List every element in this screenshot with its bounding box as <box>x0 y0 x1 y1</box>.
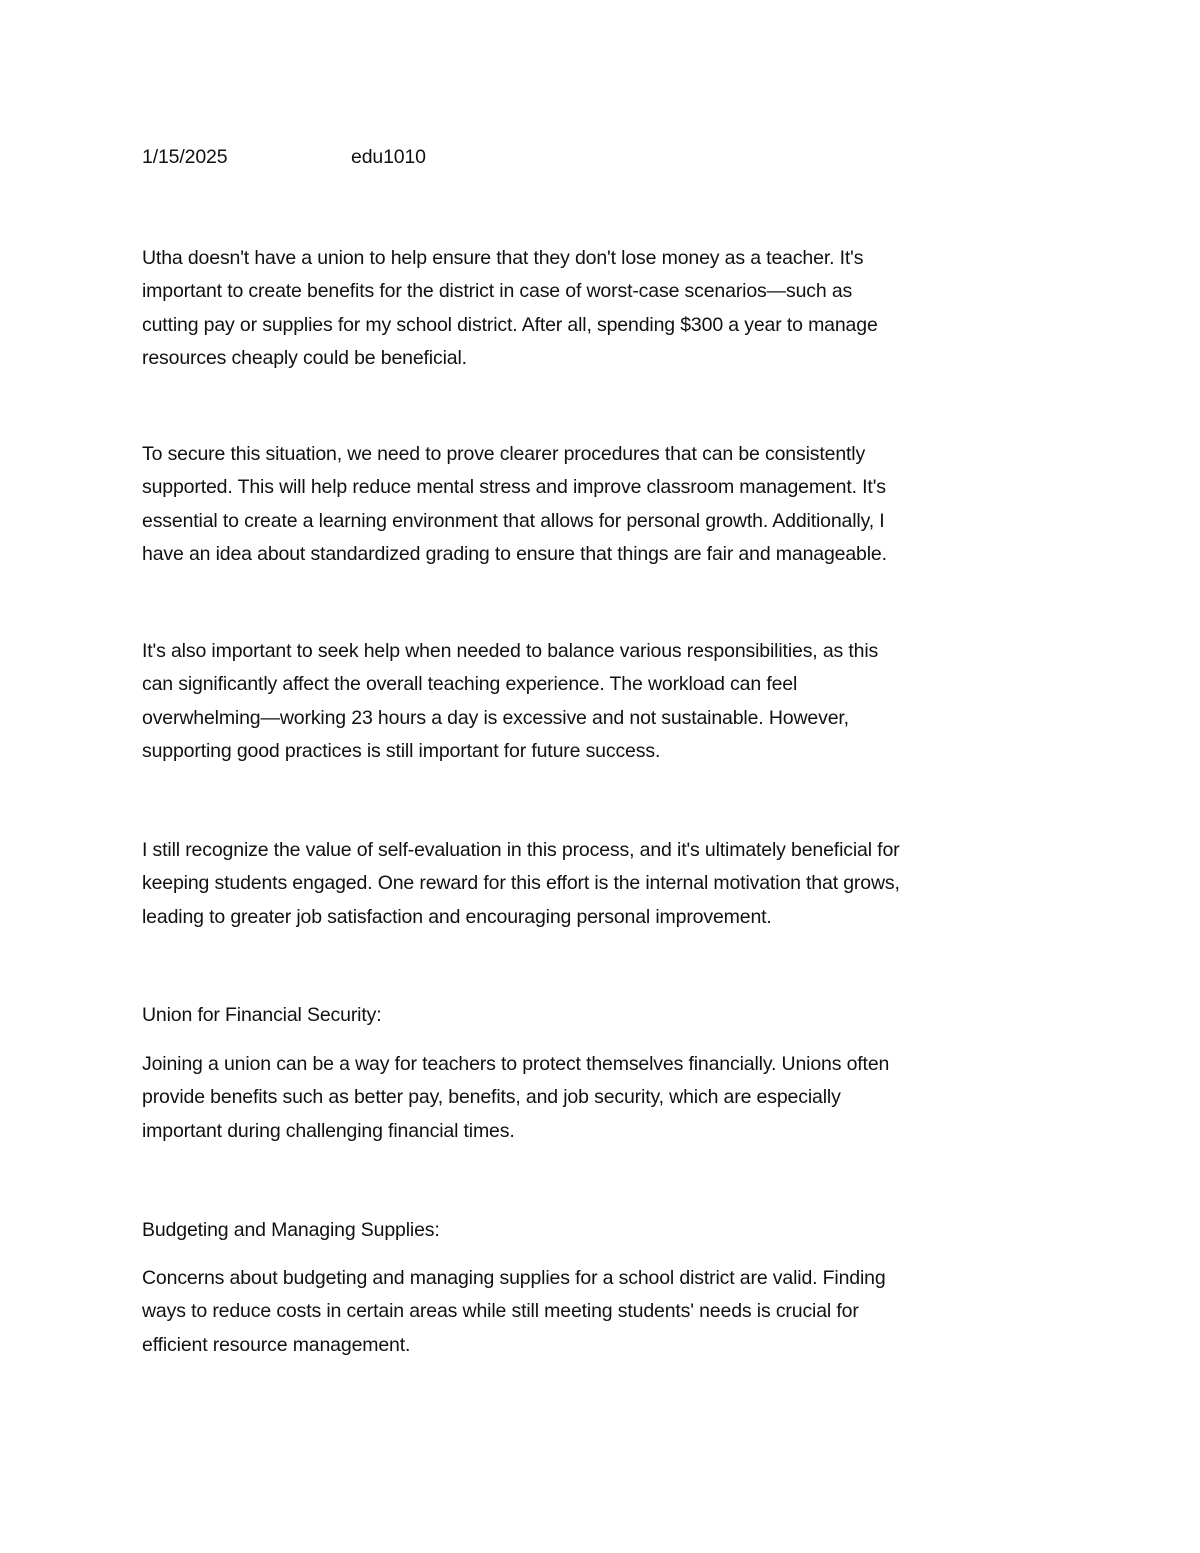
text-line: I still recognize the value of self-evaluation in this process, and it's ultimately beneficial for <box>142 839 900 861</box>
section-body-budgeting <box>142 1262 886 1362</box>
text-line: It's also important to seek help when needed to balance various responsibilities, as this <box>142 640 879 662</box>
text-line: resources cheaply could be beneficial. <box>142 346 467 369</box>
text-line: have an idea about standardized grading to ensure that things are fair and manageable. <box>142 542 887 565</box>
section-heading-union: Union for Financial Security: <box>142 1004 382 1026</box>
text-line: To secure this situation, we need to prove clearer procedures that can be consistently <box>142 443 866 465</box>
text-line: can significantly affect the overall teaching experience. The workload can feel <box>142 673 798 696</box>
section-heading-budgeting: Budgeting and Managing Supplies: <box>142 1219 440 1241</box>
text-line: supporting good practices is still important for future success. <box>142 739 661 762</box>
paragraph-self-evaluation <box>142 834 900 934</box>
paragraph-workload <box>142 635 878 768</box>
document-date: 1/15/2025 <box>142 146 228 168</box>
paragraph-procedures <box>142 438 887 571</box>
text-line: essential to create a learning environment that allows for personal growth. Additionally, I <box>142 509 885 532</box>
text-line: ways to reduce costs in certain areas while still meeting students' needs is crucial for <box>142 1300 859 1323</box>
text-line: Joining a union can be a way for teachers to protect themselves financially. Unions often <box>142 1053 890 1075</box>
text-line: important to create benefits for the district in case of worst-case scenarios—such as <box>142 280 853 303</box>
course-code: edu1010 <box>351 146 426 168</box>
text-line: overwhelming—working 23 hours a day is excessive and not sustainable. However, <box>142 706 849 729</box>
text-line: Utha doesn't have a union to help ensure that they don't lose money as a teacher. It's <box>142 247 864 269</box>
paragraph-union <box>142 242 878 375</box>
text-line: important during challenging financial times. <box>142 1119 515 1142</box>
text-line: supported. This will help reduce mental stress and improve classroom management. It's <box>142 476 886 499</box>
text-line: leading to greater job satisfaction and encouraging personal improvement. <box>142 905 772 928</box>
text-line: keeping students engaged. One reward for this effort is the internal motivation that grows, <box>142 872 900 895</box>
section-body-union <box>142 1048 889 1148</box>
text-line: efficient resource management. <box>142 1333 411 1356</box>
text-line: Concerns about budgeting and managing supplies for a school district are valid. Finding <box>142 1267 886 1289</box>
text-line: cutting pay or supplies for my school district. After all, spending $300 a year to manage <box>142 313 878 336</box>
text-line: provide benefits such as better pay, benefits, and job security, which are especially <box>142 1086 841 1109</box>
